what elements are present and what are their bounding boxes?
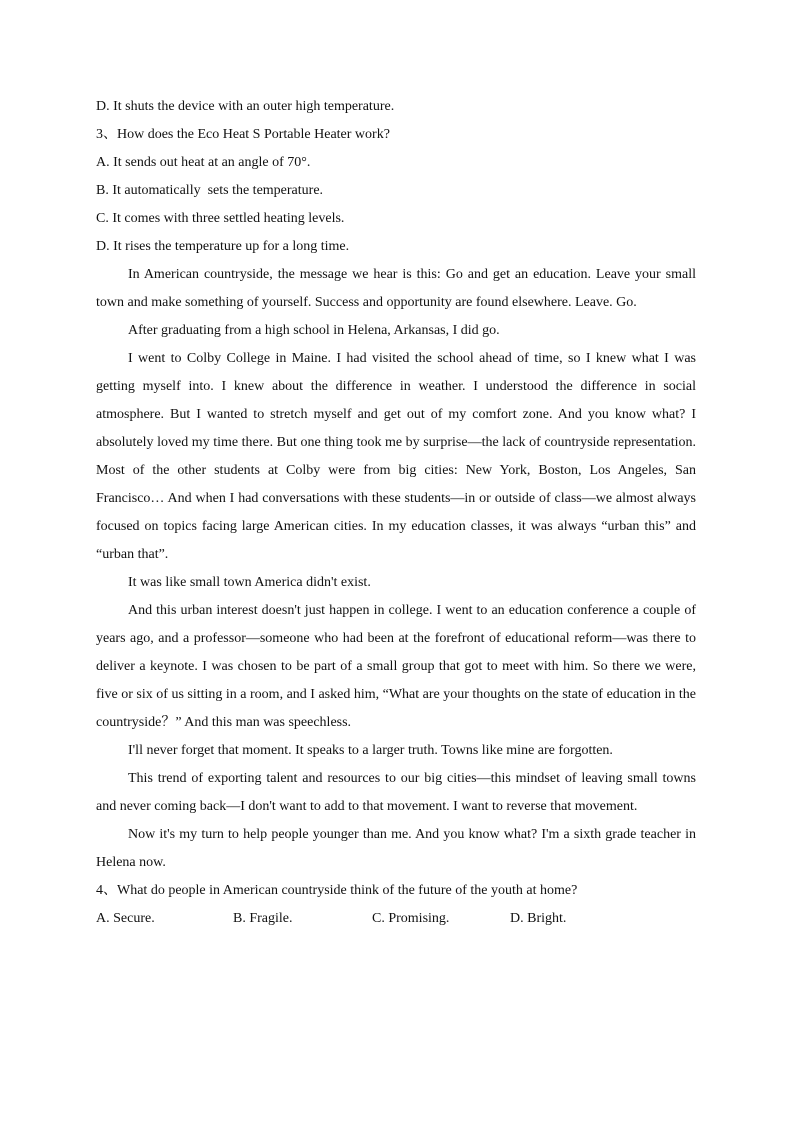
q4-option-c: C. Promising. (372, 911, 450, 926)
q4-option-a: A. Secure. (96, 911, 155, 926)
q4-question: 4、What do people in American countryside think of the future of the youth at home? (96, 883, 578, 898)
document-page (96, 93, 696, 933)
passage-paragraph-4: It was like small town America didn't exist. (128, 575, 371, 590)
q4-option-d: D. Bright. (510, 911, 567, 926)
passage-paragraph-5: And this urban interest doesn't just happen in college. I went to an education conference a couple of years ago, and a professor—someone who had been at the forefront of educational reform—was there to deliver a keynote. I was chosen to be part of a small group that got to meet with him. So there we were, five or six of us sitting in a room, and I asked him, “What are your thoughts on the state of education in the countryside？” And this man was speechless. (96, 603, 696, 730)
q3-option-c: C. It comes with three settled heating levels. (96, 211, 345, 226)
reading-passage (96, 261, 696, 877)
q2-option-d: D. It shuts the device with an outer high temperature. (96, 99, 395, 114)
passage-paragraph-1: In American countryside, the message we hear is this: Go and get an education. Leave your small town and make something of yourself. Success and opportunity are found elsewhere. Leave. Go. (96, 267, 696, 310)
passage-paragraph-2: After graduating from a high school in Helena, Arkansas, I did go. (128, 323, 500, 338)
q4-option-b: B. Fragile. (233, 911, 293, 926)
q3-option-b: B. It automatically sets the temperature. (96, 183, 324, 198)
q4-options (96, 905, 696, 933)
q3-question: 3、How does the Eco Heat S Portable Heater work? (96, 127, 390, 142)
q3-option-d: D. It rises the temperature up for a long time. (96, 239, 350, 254)
passage-paragraph-7: This trend of exporting talent and resources to our big cities—this mindset of leaving small towns and never coming back—I don't want to add to that movement. I want to reverse that movement. (96, 771, 696, 814)
passage-paragraph-6: I'll never forget that moment. It speaks to a larger truth. Towns like mine are forgotten. (128, 743, 613, 758)
q3-option-a: A. It sends out heat at an angle of 70°. (96, 155, 311, 170)
passage-paragraph-8: Now it's my turn to help people younger than me. And you know what? I'm a sixth grade teacher in Helena now. (96, 827, 696, 870)
passage-paragraph-3: I went to Colby College in Maine. I had visited the school ahead of time, so I knew what I was getting myself into. I knew about the difference in weather. I understood the difference in social atmosphere. But I wanted to stretch myself and get out of my comfort zone. And you know what? I absolutely loved my time there. But one thing took me by surprise—the lack of countryside representation. Most of the other students at Colby were from big cities: New York, Boston, Los Angeles, San Francisco… And when I had conversations with these students—in or outside of class—we almost always focused on topics facing large American cities. In my education classes, it was always “urban this” and “urban that”. (96, 351, 696, 562)
